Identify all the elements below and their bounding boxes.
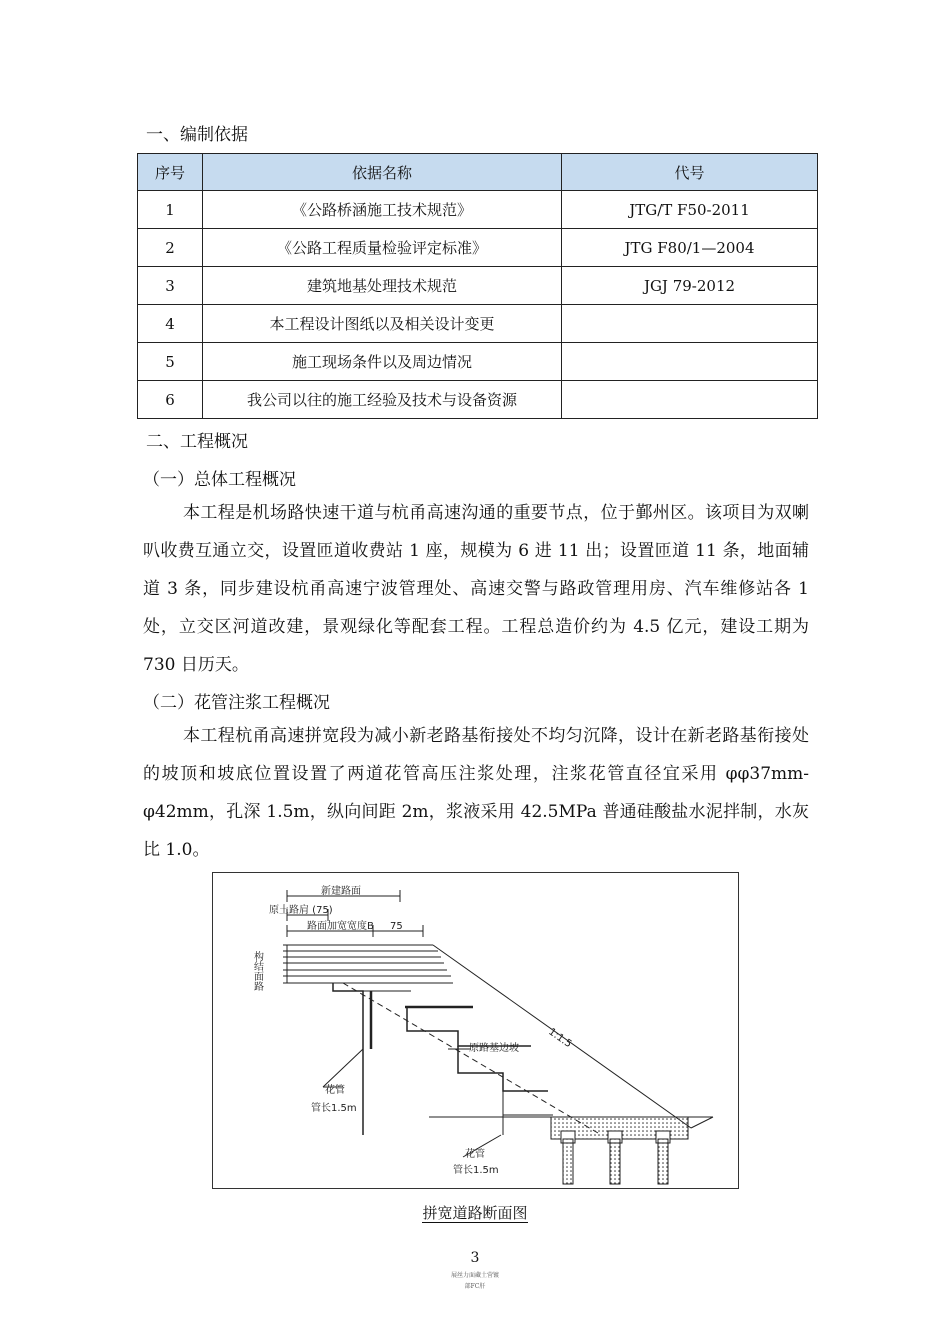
basis-table: [137, 153, 818, 419]
cell-index: 1: [138, 191, 203, 229]
header-code: 代号: [562, 154, 818, 191]
cross-section-drawing: [213, 873, 738, 1188]
label-75: 75: [390, 921, 403, 932]
section2-title: 二、工程概况: [146, 432, 248, 452]
table-header-row: [138, 154, 818, 191]
label-slope-ratio: 1:1.5: [546, 1026, 574, 1051]
header-index: 序号: [138, 154, 203, 191]
table-row: [138, 381, 818, 419]
cell-name: 建筑地基处理技术规范: [203, 267, 562, 305]
header-name: 依据名称: [203, 154, 562, 191]
cell-index: 3: [138, 267, 203, 305]
label-widen-width: 路面加宽宽度B: [307, 921, 374, 932]
table-row: [138, 267, 818, 305]
label-pipe-1: 花管: [325, 1085, 345, 1096]
page-number: 3: [470, 1250, 480, 1266]
table-row: [138, 343, 818, 381]
cell-name: 本工程设计图纸以及相关设计变更: [203, 305, 562, 343]
cell-index: 2: [138, 229, 203, 267]
label-pipe-2: 花管: [465, 1149, 485, 1160]
cell-index: 4: [138, 305, 203, 343]
table-row: [138, 305, 818, 343]
cell-code: JTG F80/1—2004: [562, 229, 818, 267]
label-old-shoulder: 原土路肩 (75): [269, 905, 333, 916]
label-old-slope: 原路基边坡: [469, 1043, 519, 1054]
cell-index: 6: [138, 381, 203, 419]
cell-code: JGJ 79-2012: [562, 267, 818, 305]
label-pipe-2-length: 管长1.5m: [453, 1165, 499, 1176]
label-new-road: 新建路面: [321, 886, 361, 897]
section1-title: 一、编制依据: [146, 125, 248, 145]
cell-index: 5: [138, 343, 203, 381]
cell-name: 施工现场条件以及周边情况: [203, 343, 562, 381]
cell-name: 《公路工程质量检验评定标准》: [203, 229, 562, 267]
footer-line-1: 展丝力面藏土营镀: [450, 1272, 499, 1279]
cell-code: [562, 343, 818, 381]
cell-name: 我公司以往的施工经验及技术与设备资源: [203, 381, 562, 419]
cell-name: 《公路桥涵施工技术规范》: [203, 191, 562, 229]
table-row: [138, 191, 818, 229]
cell-code: [562, 305, 818, 343]
cross-section-figure: [212, 872, 739, 1189]
label-structure: 构结面路: [251, 951, 263, 991]
label-pipe-1-length: 管长1.5m: [311, 1103, 357, 1114]
subsection1-title: （一）总体工程概况: [143, 470, 296, 490]
footer-line-2: 部FC肝: [464, 1283, 486, 1290]
cell-code: JTG/T F50-2011: [562, 191, 818, 229]
overview-paragraph: 本工程是机场路快速干道与杭甬高速沟通的重要节点，位于鄞州区。该项目为双喇叭收费互通立交，设置匝道收费站 1 座，规模为 6 进 11 出；设置匝道 11 条，地面辅道 3 条，同步建设杭甬高速宁波管理处、高速交警与路政管理用房、汽车维修站各 1 处，立交区河道改建，景观绿化等配套工程。工程总造价约为 4.5 亿元，建设工期为 730 日历天。: [143, 503, 809, 675]
grouting-paragraph: 本工程杭甬高速拼宽段为减小新老路基衔接处不均匀沉降，设计在新老路基衔接处的坡顶和坡底位置设置了两道花管高压注浆处理，注浆花管直径宜采用 φφ37mm-φ42mm，孔深 1.5m，纵向间距 2m，浆液采用 42.5MPa 普通硅酸盐水泥拌制，水灰比 1.0。: [143, 726, 809, 860]
cell-code: [562, 381, 818, 419]
subsection2-title: （二）花管注浆工程概况: [143, 693, 330, 713]
table-row: [138, 229, 818, 267]
figure-caption: 拼宽道路断面图: [422, 1204, 528, 1222]
